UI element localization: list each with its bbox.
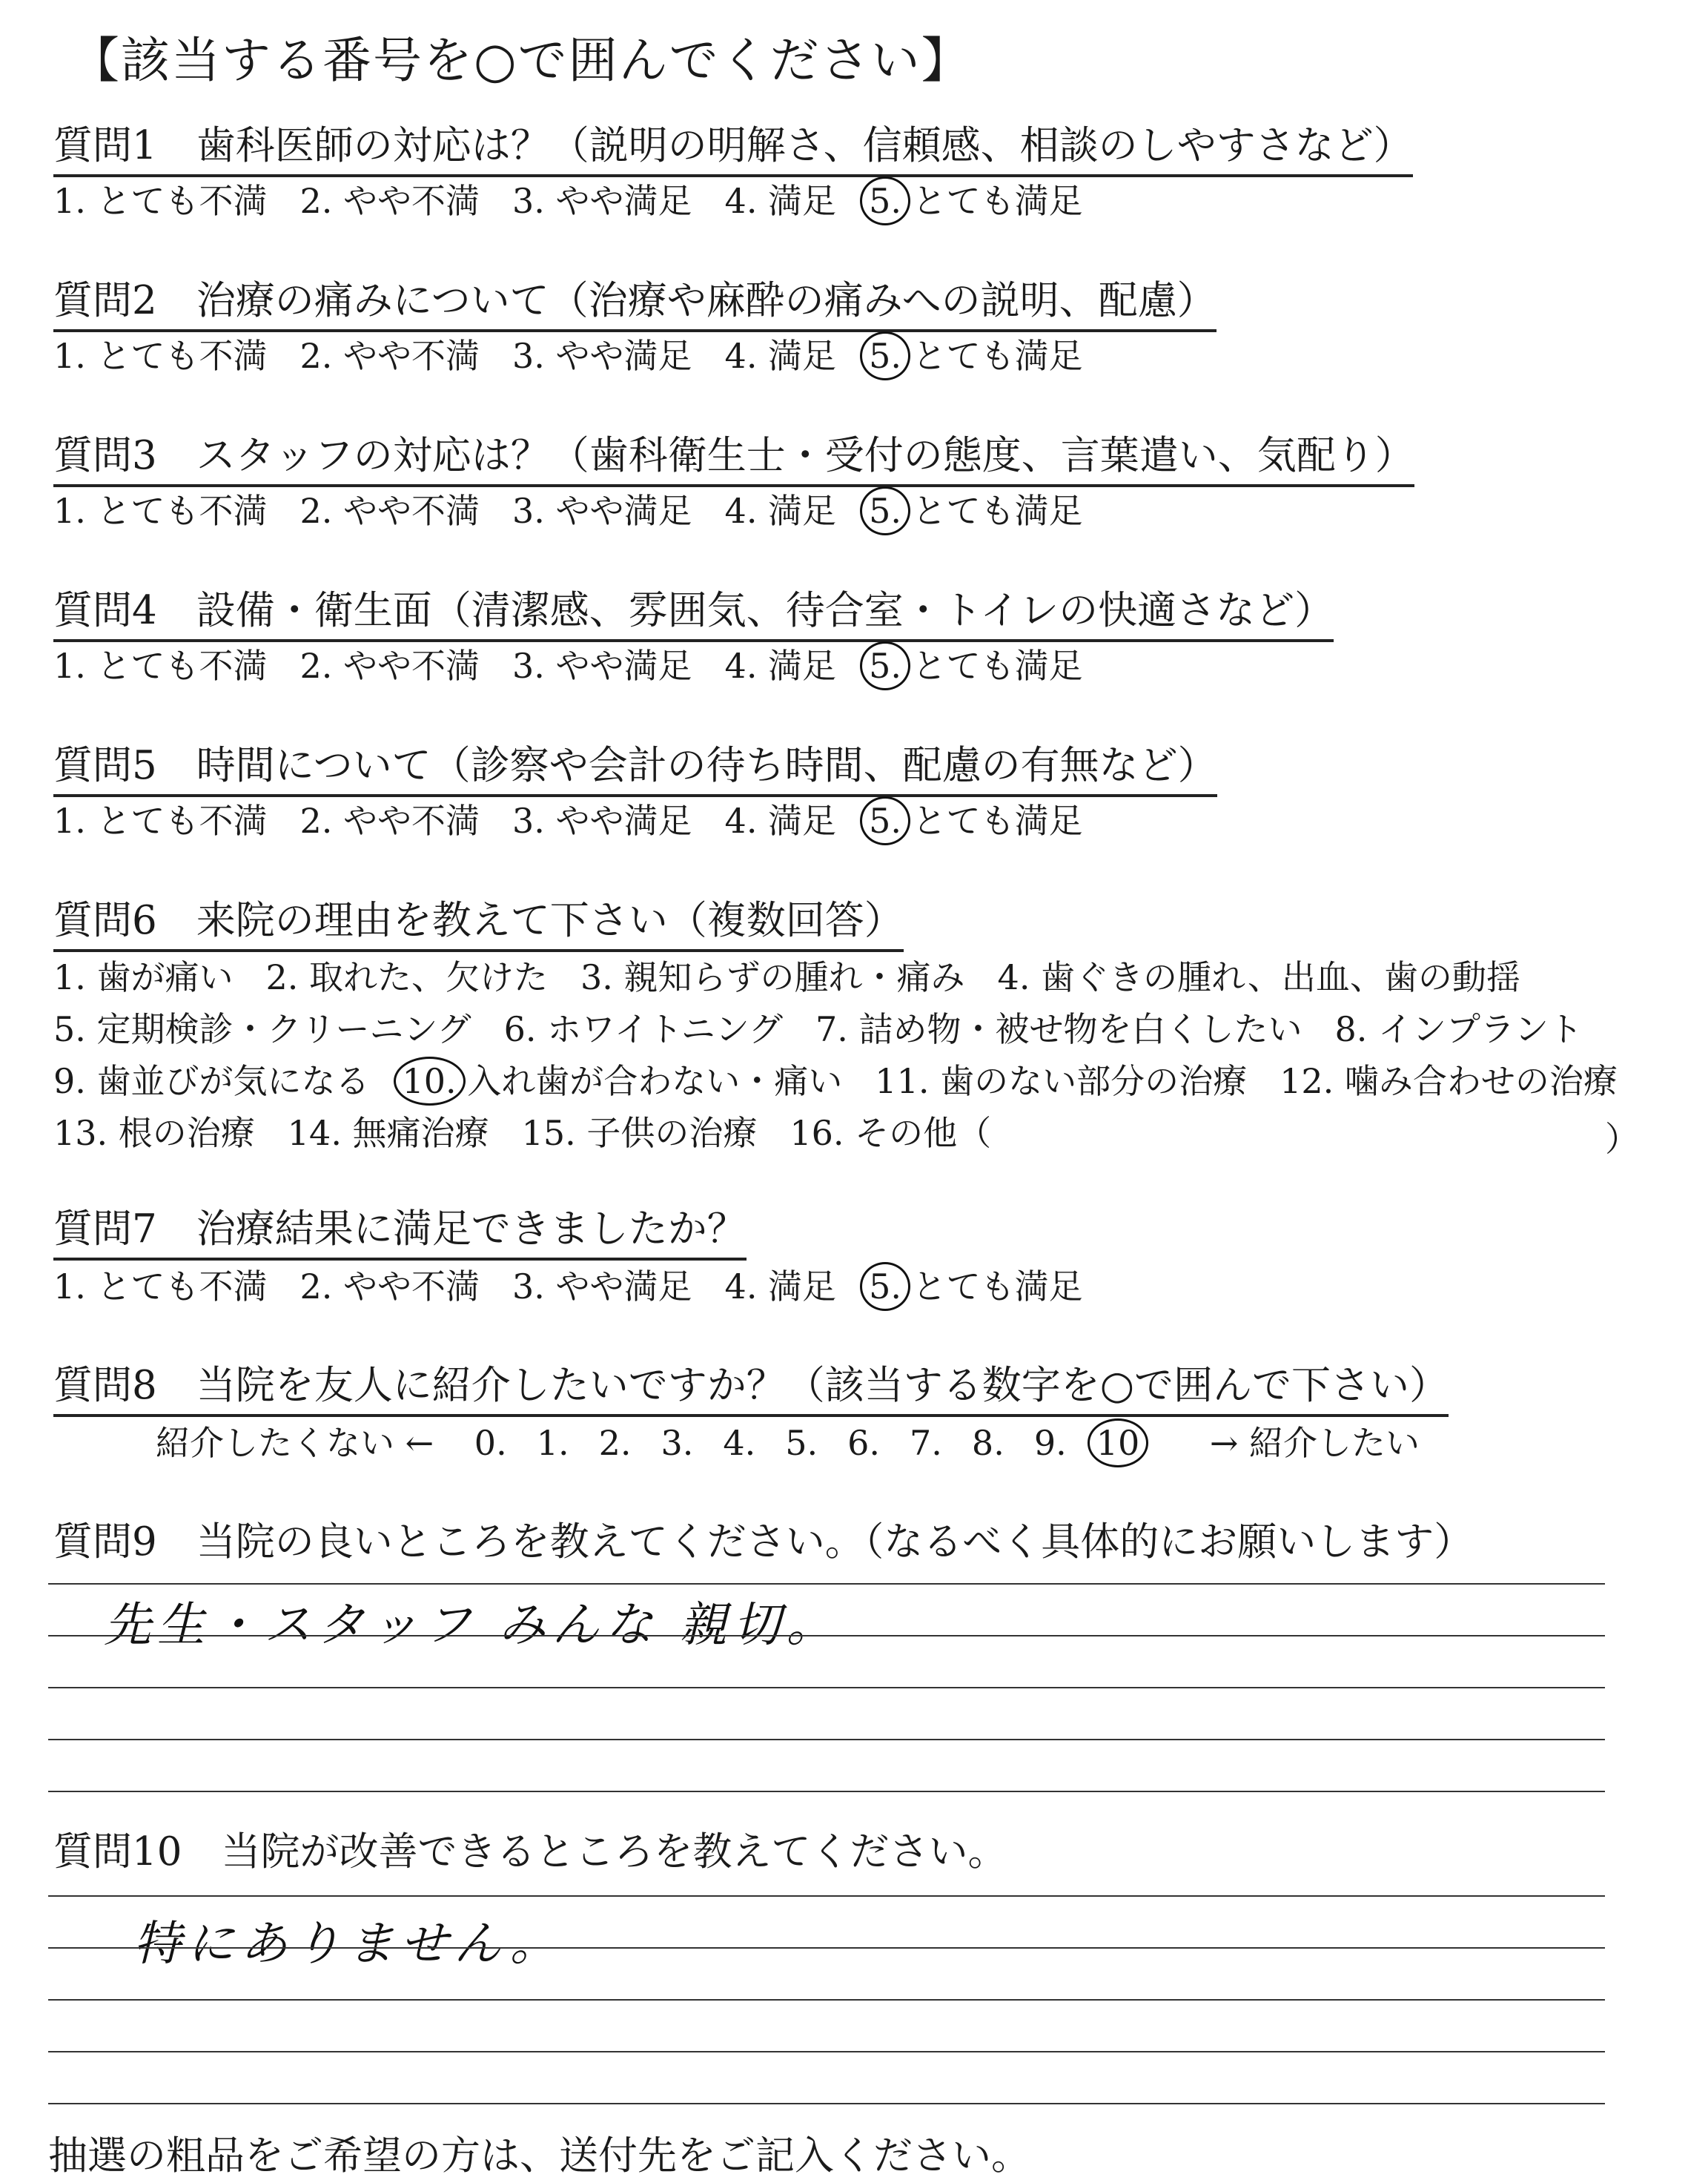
selected-option — [869, 490, 1083, 532]
option — [1280, 1060, 1618, 1102]
option-number: 16. — [790, 1113, 844, 1153]
option-number: 3. — [512, 491, 545, 531]
question-5-label: 質問5 時間について（診察や会計の待ち時間、配慮の有無など） — [53, 742, 1217, 797]
option — [725, 335, 837, 377]
option-number: 15. — [521, 1113, 576, 1153]
question-3-label: 質問3 スタッフの対応は？（歯科衛生士・受付の態度、言葉遣い、気配り） — [53, 432, 1414, 487]
question-9-answer: 先生・スタッフ みんな 親切。 — [104, 1598, 840, 1653]
recommend-value: 4. — [723, 1423, 756, 1463]
option — [53, 490, 268, 532]
option-number: 3. — [512, 181, 545, 221]
option-number: 4. — [997, 957, 1030, 997]
option — [504, 1008, 783, 1050]
option — [300, 800, 480, 842]
option-label: 満足 — [757, 801, 837, 841]
option — [53, 1008, 471, 1050]
question-4-options — [53, 645, 1083, 687]
option-number: 3. — [512, 336, 545, 376]
option-label: とても不満 — [85, 1266, 268, 1307]
option-label: とても満足 — [901, 336, 1083, 376]
circled-option-number: 5. — [869, 491, 901, 531]
circled-option-number: 5. — [869, 336, 901, 376]
option — [512, 180, 692, 222]
option-label: 歯が痛い — [85, 957, 234, 997]
question-1-label: 質問1 歯科医師の対応は？（説明の明解さ、信頼感、相談のしやすさなど） — [53, 122, 1413, 177]
selected-option — [869, 180, 1083, 222]
option-number: 3. — [512, 1266, 545, 1307]
option-number: 1. — [53, 336, 86, 376]
reason-options-row — [53, 1060, 1618, 1102]
option — [1334, 1008, 1583, 1050]
recommend-value: 1. — [536, 1423, 569, 1463]
option — [725, 490, 837, 532]
recommend-scale-values — [474, 1423, 1169, 1463]
option — [512, 335, 692, 377]
footer-note: 抽選の粗品をご希望の方は、送付先をご記入ください。 — [48, 2133, 1030, 2179]
option-label: 満足 — [757, 1266, 837, 1307]
option-number: 11. — [875, 1061, 930, 1101]
answer-line — [48, 1895, 1605, 1897]
recommend-value: 0. — [474, 1423, 507, 1463]
option — [815, 1008, 1302, 1050]
reason-options-row — [53, 1008, 1583, 1050]
option-label: とても満足 — [901, 491, 1083, 531]
option — [288, 1112, 489, 1154]
option-label: 噛み合わせの治療 — [1334, 1061, 1618, 1101]
option-label: 取れた、欠けた — [298, 957, 549, 997]
option-number: 2. — [299, 491, 333, 531]
option-number: 4. — [724, 646, 758, 686]
option-label: インプラント — [1367, 1009, 1583, 1049]
circled-option-number: 5. — [869, 801, 901, 841]
option-number: 4. — [724, 1266, 758, 1307]
answer-line — [48, 1947, 1605, 1949]
answer-line — [48, 1687, 1605, 1688]
recommend-value: 3. — [661, 1423, 694, 1463]
option-number: 4. — [724, 336, 758, 376]
answer-line — [48, 1739, 1605, 1740]
option-number: 3. — [512, 646, 545, 686]
option-number: 3. — [580, 957, 613, 997]
option-number: 4. — [724, 801, 758, 841]
option-number: 13. — [53, 1113, 108, 1153]
option-label: 歯のない部分の治療 — [929, 1061, 1248, 1101]
option — [512, 490, 692, 532]
option — [725, 180, 837, 222]
option — [512, 800, 692, 842]
option-label: やや不満 — [332, 491, 480, 531]
question-3-options — [53, 490, 1083, 532]
question-6-label: 質問6 来院の理由を教えて下さい（複数回答） — [53, 897, 904, 952]
option — [53, 180, 268, 222]
option-number: 12. — [1280, 1061, 1334, 1101]
question-5-options — [53, 800, 1083, 842]
circled-option-number: 5. — [869, 646, 901, 686]
option-label: 満足 — [757, 181, 837, 221]
circled-option-number: 10 — [1096, 1423, 1140, 1463]
option — [790, 1112, 991, 1154]
circled-option-number: 5. — [869, 181, 901, 221]
circled-option-number: 10. — [402, 1061, 457, 1101]
option-label: やや不満 — [332, 336, 480, 376]
answer-line — [48, 2051, 1605, 2052]
page-title: 【該当する番号を○で囲んでください】 — [70, 32, 972, 89]
option-label: やや不満 — [332, 1266, 480, 1307]
option-label: とても満足 — [901, 1266, 1083, 1307]
option-number: 4. — [724, 181, 758, 221]
question-7-label: 質問7 治療結果に満足できましたか？ — [53, 1206, 747, 1261]
option-label: とても不満 — [85, 801, 268, 841]
recommend-high-label: → 紹介したい — [1209, 1423, 1420, 1463]
option-label: 定期検診・クリーニング — [85, 1009, 471, 1049]
option-number: 2. — [299, 646, 333, 686]
option-label: 歯ぐきの腫れ、出血、歯の動揺 — [1030, 957, 1520, 997]
selected-option — [869, 335, 1083, 377]
option-label: 根の治療 — [107, 1113, 255, 1153]
recommend-value: 2. — [598, 1423, 632, 1463]
recommend-value: 7. — [910, 1423, 942, 1463]
option-label: とても満足 — [901, 181, 1083, 221]
option — [875, 1060, 1247, 1102]
option-number: 4. — [724, 491, 758, 531]
option-number: 14. — [287, 1113, 342, 1153]
option-number: 1. — [53, 1266, 86, 1307]
option — [580, 957, 965, 998]
option — [53, 1060, 370, 1102]
circled-option-number: 5. — [869, 1266, 901, 1307]
answer-line — [48, 2103, 1605, 2104]
selected-option — [869, 800, 1083, 842]
recommend-value: 5. — [785, 1423, 818, 1463]
other-close-paren: ） — [1605, 1119, 1639, 1159]
option-number: 2. — [299, 336, 333, 376]
option-number: 7. — [815, 1009, 848, 1049]
option-label: やや満足 — [544, 181, 692, 221]
question-7-options — [53, 1266, 1083, 1307]
option — [53, 800, 268, 842]
recommend-value: 9. — [1033, 1423, 1067, 1463]
option-label: 歯並びが気になる — [85, 1061, 370, 1101]
answer-line — [48, 1999, 1605, 2001]
question-2-options — [53, 335, 1083, 377]
option — [53, 1266, 268, 1307]
selected-option — [869, 645, 1083, 687]
option — [53, 645, 268, 687]
option-label: その他（ — [844, 1113, 992, 1153]
option-label: とても満足 — [901, 646, 1083, 686]
option-label: やや不満 — [332, 646, 480, 686]
answer-line — [48, 1583, 1605, 1585]
option-number: 6. — [503, 1009, 537, 1049]
option-label: ホワイトニング — [536, 1009, 783, 1049]
option — [53, 335, 268, 377]
option-label: 満足 — [757, 491, 837, 531]
option-label: やや満足 — [544, 1266, 692, 1307]
option-label: やや不満 — [332, 181, 480, 221]
recommend-value: 8. — [971, 1423, 1004, 1463]
option-number: 3. — [512, 801, 545, 841]
question-1-options — [53, 180, 1083, 222]
option — [300, 180, 480, 222]
option-number: 5. — [53, 1009, 86, 1049]
option-label: 無痛治療 — [341, 1113, 489, 1153]
option-label: とても不満 — [85, 181, 268, 221]
question-9-label: 質問9 当院の良いところを教えてください。（なるべく具体的にお願いします） — [53, 1519, 1474, 1565]
reason-options-row — [53, 1112, 991, 1154]
option-number: 2. — [299, 181, 333, 221]
option-label: 親知らずの腫れ・痛み — [612, 957, 965, 997]
option-label: とても不満 — [85, 336, 268, 376]
option-label: やや満足 — [544, 491, 692, 531]
selected-recommend-value — [1096, 1422, 1140, 1464]
option-number: 9. — [53, 1061, 86, 1101]
option-label: やや満足 — [544, 801, 692, 841]
option-label: 満足 — [757, 336, 837, 376]
reason-options-row — [53, 957, 1520, 998]
recommend-scale — [156, 1422, 1420, 1464]
selected-option — [869, 1266, 1083, 1307]
option-label: 入れ歯が合わない・痛い — [456, 1061, 843, 1101]
option-number: 1. — [53, 957, 86, 997]
question-2-label: 質問2 治療の痛みについて（治療や麻酔の痛みへの説明、配慮） — [53, 277, 1217, 332]
option-number: 2. — [265, 957, 299, 997]
option — [512, 1266, 692, 1307]
option — [725, 1266, 837, 1307]
option-label: やや満足 — [544, 646, 692, 686]
option — [53, 1112, 255, 1154]
option — [522, 1112, 758, 1154]
question-4-label: 質問4 設備・衛生面（清潔感、雰囲気、待合室・トイレの快適さなど） — [53, 587, 1334, 642]
option-label: 満足 — [757, 646, 837, 686]
option — [300, 1266, 480, 1307]
option-number: 1. — [53, 491, 86, 531]
question-8-label: 質問8 当院を友人に紹介したいですか？（該当する数字を○で囲んで下さい） — [53, 1362, 1449, 1417]
recommend-value: 6. — [847, 1423, 881, 1463]
option — [725, 645, 837, 687]
answer-line — [48, 1791, 1605, 1792]
option-label: とても不満 — [85, 646, 268, 686]
selected-option — [403, 1060, 843, 1102]
question-10-label: 質問10 当院が改善できるところを教えてください。 — [53, 1829, 1007, 1875]
option-number: 8. — [1334, 1009, 1368, 1049]
option — [53, 957, 234, 998]
option — [266, 957, 549, 998]
answer-line — [48, 1635, 1605, 1636]
option — [300, 335, 480, 377]
question-10-answer: 特にありません。 — [133, 1917, 563, 1972]
option-number: 1. — [53, 646, 86, 686]
option-label: やや満足 — [544, 336, 692, 376]
option-label: 詰め物・被せ物を白くしたい — [847, 1009, 1302, 1049]
option — [998, 957, 1520, 998]
option-number: 1. — [53, 801, 86, 841]
option-label: 子供の治療 — [575, 1113, 758, 1153]
option — [725, 800, 837, 842]
option-number: 1. — [53, 181, 86, 221]
option-label: やや不満 — [332, 801, 480, 841]
option-number: 2. — [299, 1266, 333, 1307]
option — [300, 645, 480, 687]
option — [300, 490, 480, 532]
option-label: とても満足 — [901, 801, 1083, 841]
option — [512, 645, 692, 687]
recommend-low-label: 紹介したくない ← — [156, 1423, 434, 1463]
option-number: 2. — [299, 801, 333, 841]
option-label: とても不満 — [85, 491, 268, 531]
